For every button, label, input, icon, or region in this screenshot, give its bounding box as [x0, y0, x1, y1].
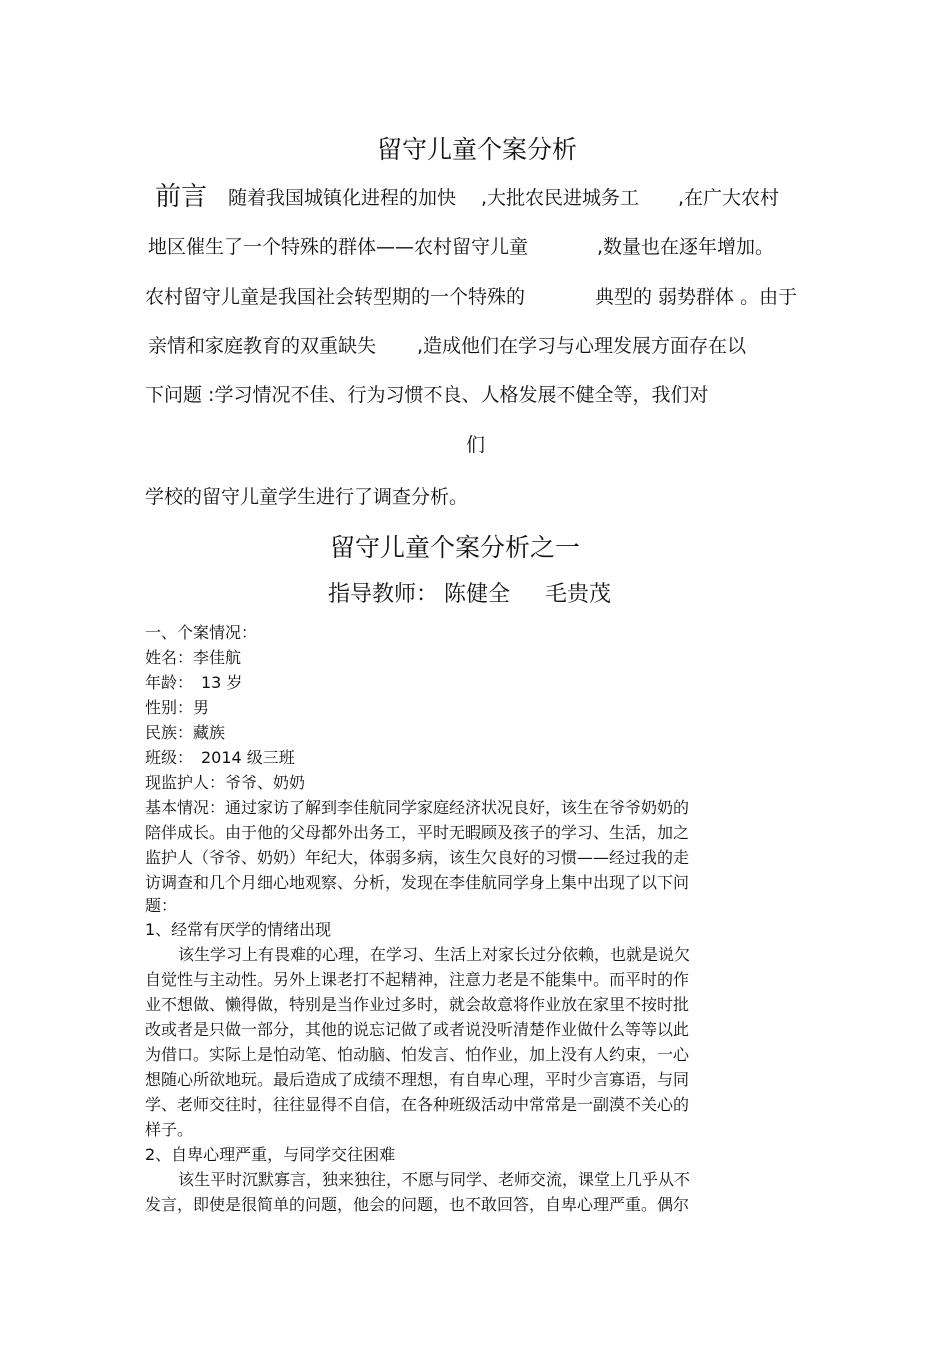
- preface-line: 亲情和家庭教育的双重缺失: [148, 335, 377, 357]
- advisor-name: 毛贵茂: [545, 582, 612, 607]
- problem1-line: 业不想做、懒得做，特别是当作业过多时，就会故意将作业放在家里不按时批: [145, 995, 690, 1014]
- basic-line: 访调查和几个月细心地观察、分析，发现在李佳航同学身上集中出现了以下问: [145, 873, 690, 892]
- problem1-heading: 1、经常有厌学的情绪出现: [145, 920, 332, 939]
- preface-line: ,数量也在逐年增加。: [597, 236, 775, 258]
- preface-heading: 前言: [155, 182, 208, 212]
- problem1-line: 自觉性与主动性。另外上课老打不起精神，注意力老是不能集中。而平时的作: [145, 970, 690, 989]
- advisor-label: 指导教师：: [328, 582, 439, 607]
- basic-line: 监护人（爷爷、奶奶）年纪大，体弱多病，该生欠良好的习惯——经过我的走: [145, 848, 690, 867]
- preface-line: ,造成他们在学习与心理发展方面存在以: [417, 335, 747, 357]
- case-heading: 一、个案情况：: [145, 623, 258, 642]
- problem1-line: 该生学习上有畏难的心理，在学习、生活上对家长过分依赖，也就是说欠: [178, 945, 691, 964]
- document-title: 留守儿童个案分析: [377, 135, 578, 164]
- problem1-line: 样子。: [145, 1120, 194, 1139]
- case-guardian: 现监护人：爷爷、奶奶: [145, 773, 306, 792]
- preface-line: 们: [466, 434, 486, 456]
- preface-line: ,大批农民进城务工: [481, 187, 640, 209]
- preface-line: 农村留守儿童是我国社会转型期的一个特殊的: [145, 286, 526, 308]
- case-class-label: 班级：: [145, 748, 194, 767]
- preface-line: 随着我国城镇化进程的加快: [228, 187, 457, 209]
- problem2-heading: 2、自卑心理严重，与同学交往困难: [145, 1145, 396, 1164]
- problem1-line: 想随心所欲地玩。最后造成了成绩不理想，有自卑心理，平时少言寡语，与同: [145, 1070, 690, 1089]
- preface-line: 地区催生了一个特殊的群体——农村留守儿童: [148, 236, 529, 258]
- preface-line: ,在广大农村: [678, 187, 780, 209]
- case-class-value: 2014 级三班: [201, 748, 295, 767]
- case-age-value: 13 岁: [201, 673, 243, 692]
- case-age-label: 年龄：: [145, 673, 194, 692]
- section-title: 留守儿童个案分析之一: [330, 533, 581, 562]
- problem1-line: 为借口。实际上是怕动笔、怕动脑、怕发言、怕作业，加上没有人约束，一心: [145, 1045, 690, 1064]
- case-gender: 性别：男: [145, 698, 210, 717]
- preface-line: 下问题 :学习情况不佳、行为习惯不良、人格发展不健全等，我们对: [145, 384, 709, 406]
- basic-line: 题：: [145, 896, 178, 915]
- basic-line: 陪伴成长。由于他的父母都外出务工，平时无暇顾及孩子的学习、生活，加之: [145, 823, 690, 842]
- case-name: 姓名：李佳航: [145, 648, 242, 667]
- basic-line: 基本情况：通过家访了解到李佳航同学家庭经济状况良好，该生在爷爷奶奶的: [145, 798, 690, 817]
- case-ethnicity: 民族：藏族: [145, 723, 226, 742]
- problem1-line: 改或者是只做一部分，其他的说忘记做了或者说没听清楚作业做什么等等以此: [145, 1020, 690, 1039]
- preface-line: 典型的 弱势群体 。由于: [595, 286, 798, 308]
- advisor-name: 陈健全: [444, 582, 511, 607]
- preface-line: 学校的留守儿童学生进行了调查分析。: [145, 486, 469, 508]
- problem2-line: 该生平时沉默寡言，独来独往，不愿与同学、老师交流，课堂上几乎从不: [178, 1170, 691, 1189]
- problem2-line: 发言，即使是很简单的问题，他会的问题，也不敢回答，自卑心理严重。偶尔: [145, 1195, 690, 1214]
- problem1-line: 学、老师交往时，往往显得不自信，在各种班级活动中常常是一副漠不关心的: [145, 1095, 690, 1114]
